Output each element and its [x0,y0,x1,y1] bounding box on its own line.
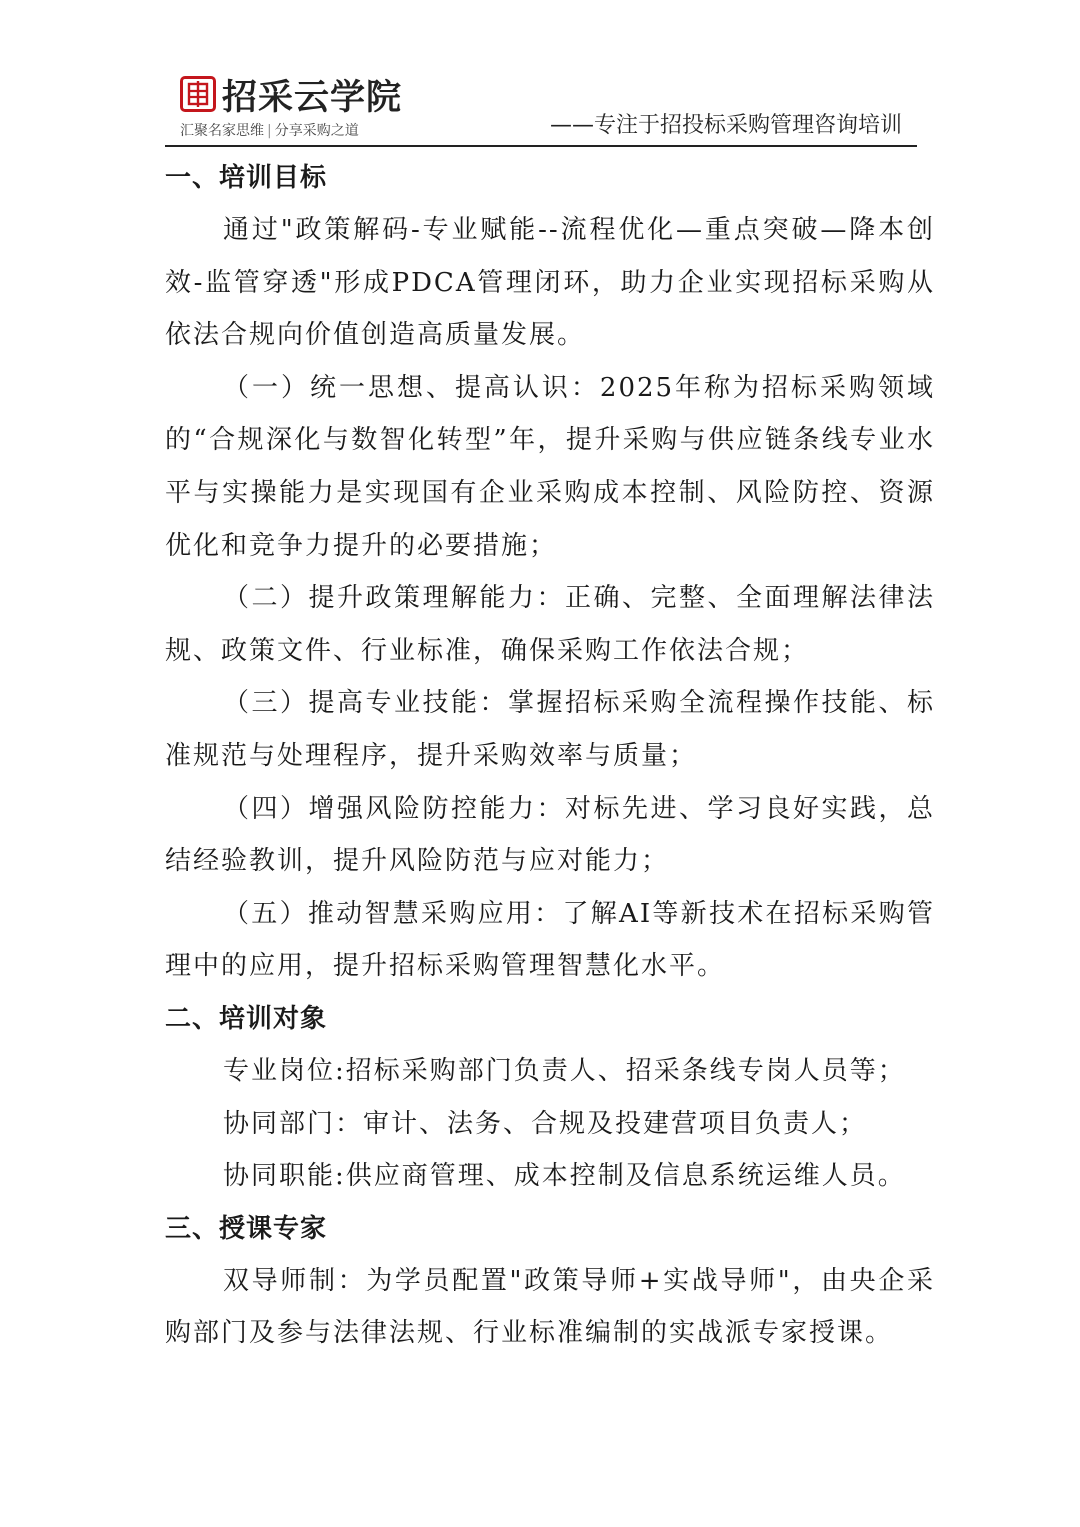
paragraph: 专业岗位:招标采购部门负责人、招采条线专岗人员等； [223,1055,906,1086]
document-header [0,0,1080,150]
paragraph: （四）增强风险防控能力：对标先进、学习良好实践，总结经验教训，提升风险防范与应对能力； [165,793,935,877]
section-training-goals [165,152,935,993]
header-tagline: ——专注于招投标采购管理咨询培训 [549,113,902,138]
paragraph: 协同职能:供应商管理、成本控制及信息系统运维人员。 [223,1161,906,1192]
section-title: 一、培训目标 [165,163,328,193]
section-title: 三、授课专家 [165,1213,328,1244]
paragraph: （一）统一思想、提高认识：2025年称为招标采购领域的“合规深化与数智化转型”年，提升采购与供应链条线专业水平与实操能力是实现国有企业采购成本控制、风险防控、资源优化和竞争力提升的必要措施； [165,372,935,561]
paragraph: 协同部门：审计、法务、合规及投建营项目负责人； [223,1108,868,1139]
logo-slogan [180,120,359,140]
slogan-left: 汇聚名家思维 [180,123,264,139]
document-body [165,152,935,1360]
slogan-right: 分享采购之道 [274,123,359,139]
header-divider [165,145,917,147]
logo-seal-icon [180,76,216,112]
section-training-audience [165,993,935,1203]
paragraph: （三）提高专业技能：掌握招标采购全流程操作技能、标准规范与处理程序，提升采购效率与质量； [165,688,935,771]
section-instructors [165,1203,935,1360]
logo-text: 招采云学院 [222,78,403,118]
slogan-separator: | [267,123,272,139]
paragraph: （五）推动智慧采购应用：了解AI等新技术在招标采购管理中的应用，提升招标采购管理智慧化水平。 [165,898,935,982]
paragraph: 双导师制：为学员配置"政策导师+实战导师"，由央企采购部门及参与法律法规、行业标准编制的实战派专家授课。 [165,1265,935,1349]
paragraph: （二）提升政策理解能力：正确、完整、全面理解法律法规、政策文件、行业标准，确保采购工作依法合规； [165,583,935,666]
section-title: 二、培训对象 [165,1003,328,1034]
paragraph: 通过"政策解码-专业赋能--流程优化—重点突破—降本创效-监管穿透"形成PDCA管理闭环，助力企业实现招标采购从依法合规向价值创造高质量发展。 [165,215,935,351]
